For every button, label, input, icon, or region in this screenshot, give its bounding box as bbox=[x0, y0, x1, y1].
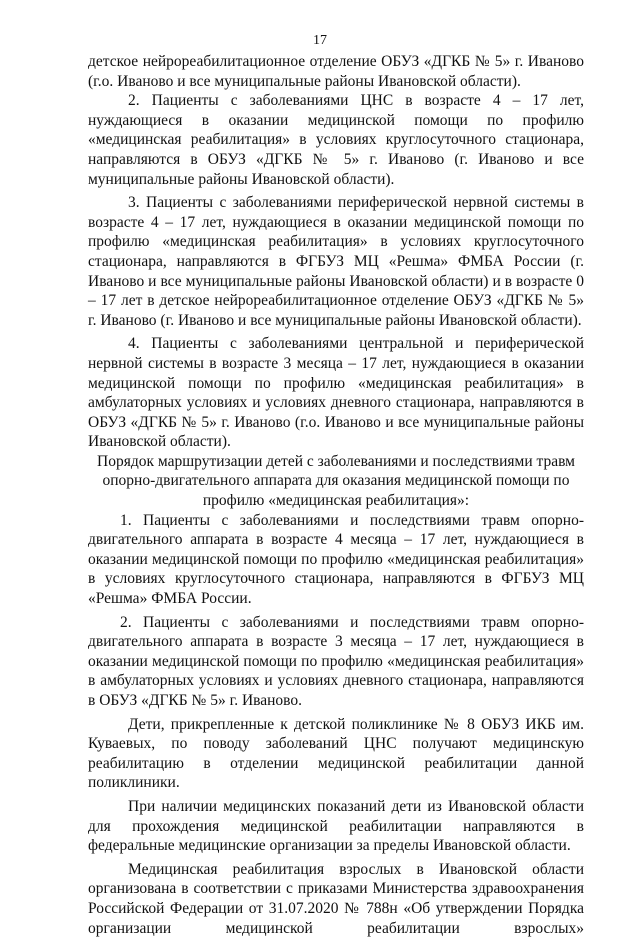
document-body bbox=[88, 52, 584, 938]
paragraph-polyclinic-8: Дети, прикрепленные к детской поликлинике № 8 ОБУЗ ИКБ им. Куваевых, по поводу заболеваний ЦНС получают медицинскую реабилитацию в отделении медицинской реабилитации данной поликлиники. bbox=[88, 715, 584, 792]
paragraph-item-4-central-peripheral: 4. Пациенты с заболеваниями центральной и периферической нервной системы в возрасте 3 месяца – 17 лет, нуждающиеся в оказании медицинской помощи по профилю «медицинская реабилитация» в амбулаторных условиях и условиях дневного стационара, направляются в ОБУЗ «ДГКБ № 5» г. Иваново (г.о. Иваново и все муниципальные районы Ивановской области). bbox=[88, 335, 584, 451]
paragraph-continuation: детское нейрореабилитационное отделение ОБУЗ «ДГКБ № 5» г. Иваново (г.о. Иваново и все муниципальные районы Ивановской области). bbox=[88, 53, 584, 90]
paragraph-federal-referral: При наличии медицинских показаний дети из Ивановской области для прохождения медицинской реабилитации направляются в федеральные медицинские организации за пределы Ивановской области. bbox=[88, 797, 584, 855]
paragraph-item-3-peripheral: 3. Пациенты с заболеваниями периферической нервной системы в возрасте 4 – 17 лет, нуждающиеся в оказании медицинской помощи по профилю «медицинская реабилитация» в условиях круглосуточного стационара, направляются в ФГБУЗ МЦ «Решма» ФМБА России (г. Иваново и все муниципальные районы Ивановской области) и в возрасте 0 – 17 лет в детское нейрореабилитационное отделение ОБУЗ «ДГКБ № 5» г. Иваново (г. Иваново и все муниципальные районы Ивановской области). bbox=[88, 194, 584, 329]
paragraph-routing-heading: Порядок маршрутизации детей с заболеваниями и последствиями травм опорно-двигательного аппарата для оказания медицинской помощи по профилю «медицинская реабилитация»: bbox=[97, 452, 575, 510]
paragraph-musculoskeletal-item-1: 1. Пациенты с заболеваниями и последствиями травм опорно-двигательного аппарата в возрасте 4 месяца – 17 лет, нуждающиеся в оказании медицинской помощи по профилю «медицинская реабилитация» в условиях круглосуточного стационара, направляются в ФГБУЗ МЦ «Решма» ФМБА России. bbox=[88, 511, 584, 608]
paragraph-musculoskeletal-item-2: 2. Пациенты с заболеваниями и последствиями травм опорно-двигательного аппарата в возрасте 3 месяца – 17 лет, нуждающиеся в оказании медицинской помощи по профилю «медицинская реабилитация» в амбулаторных условиях и условиях дневного стационара, направляются в ОБУЗ «ДГКБ № 5» г. Иваново. bbox=[88, 613, 584, 709]
page-number: 17 bbox=[313, 33, 327, 48]
paragraph-item-2-cns: 2. Пациенты с заболеваниями ЦНС в возрасте 4 – 17 лет, нуждающиеся в оказании медицинской помощи по профилю «медицинская реабилитация» в условиях круглосуточного стационара, направляются в ОБУЗ «ДГКБ № 5» г. Иваново (г. Иваново и все муниципальные районы Ивановской области). bbox=[88, 92, 584, 188]
paragraph-adult-rehabilitation: Медицинская реабилитация взрослых в Ивановской области организована в соответствии с приказами Министерства здравоохранения Российской Федерации от 31.07.2020 № 788н «Об утверждении Порядка организации медицинской реабилитации взрослых» bbox=[88, 860, 584, 937]
